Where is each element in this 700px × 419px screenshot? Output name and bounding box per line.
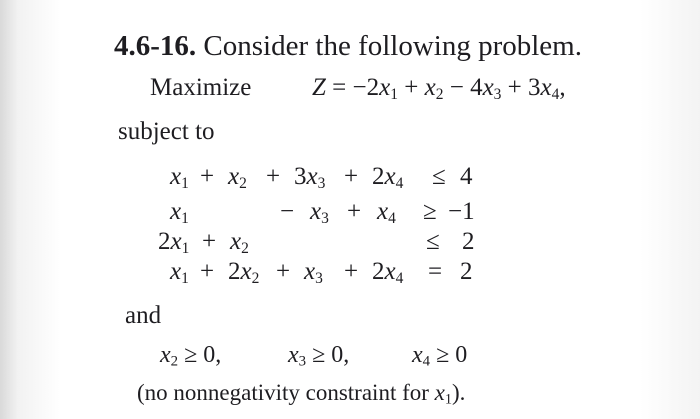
operator: + <box>202 228 217 255</box>
nonneg-x4: $x_4 \ge 0$ <box>412 342 468 370</box>
operator: − <box>280 198 295 225</box>
constraint-row-4 <box>0 258 473 290</box>
constraint-row-1 <box>0 163 473 195</box>
objective-lhs: Z <box>312 74 326 101</box>
constraint-row-2 <box>0 198 475 230</box>
relation: ≤ <box>432 163 446 190</box>
x2-term: $x_2$ <box>230 228 249 257</box>
subject-to-label: subject to <box>118 118 215 145</box>
operator: + <box>344 258 359 285</box>
x2-term: $x_2$ <box>228 163 247 192</box>
operator: + <box>276 258 291 285</box>
operator: + <box>344 163 359 190</box>
x4-term: $x_4$ <box>377 198 396 227</box>
x2-term: $2x_2$ <box>228 258 260 287</box>
x3-term: $x_3$ <box>304 258 323 287</box>
rhs-value: 2 <box>462 228 475 255</box>
x1-term: $x_1$ <box>170 163 189 192</box>
constraint-row-3 <box>0 228 475 260</box>
rhs-value: 4 <box>460 163 473 190</box>
relation: ≥ <box>423 198 437 225</box>
relation: ≤ <box>426 228 440 255</box>
operator: + <box>347 198 362 225</box>
operator: + <box>200 258 215 285</box>
maximize-label: Maximize <box>150 74 252 101</box>
nonneg-x3: $x_3 \ge 0$, <box>288 342 350 370</box>
rhs-value: −1 <box>448 198 475 225</box>
x3-term: $3x_3$ <box>294 163 326 192</box>
x4-term: $2x_4$ <box>372 258 404 287</box>
x3-term: $x_3$ <box>310 198 329 227</box>
no-nonnegativity-note: (no nonnegativity constraint for $x_1$). <box>137 380 466 408</box>
problem-heading <box>114 30 582 63</box>
objective-function: $Z = -2x_1 + x_2 - 4x_3 + 3x_4$, <box>312 74 566 103</box>
rhs-value: 2 <box>460 258 473 285</box>
nonneg-x2: $x_2 \ge 0$, <box>160 342 222 370</box>
x1-term: $x_1$ <box>170 258 189 287</box>
x1-term: $x_1$ <box>170 198 189 227</box>
relation: = <box>428 258 443 285</box>
operator: + <box>266 163 281 190</box>
problem-title: Consider the following problem. <box>203 30 582 62</box>
x4-term: $2x_4$ <box>372 163 404 192</box>
and-label: and <box>125 302 162 329</box>
operator: + <box>200 163 215 190</box>
problem-number: 4.6-16. <box>114 30 197 62</box>
x1-term: $2x_1$ <box>158 228 190 257</box>
